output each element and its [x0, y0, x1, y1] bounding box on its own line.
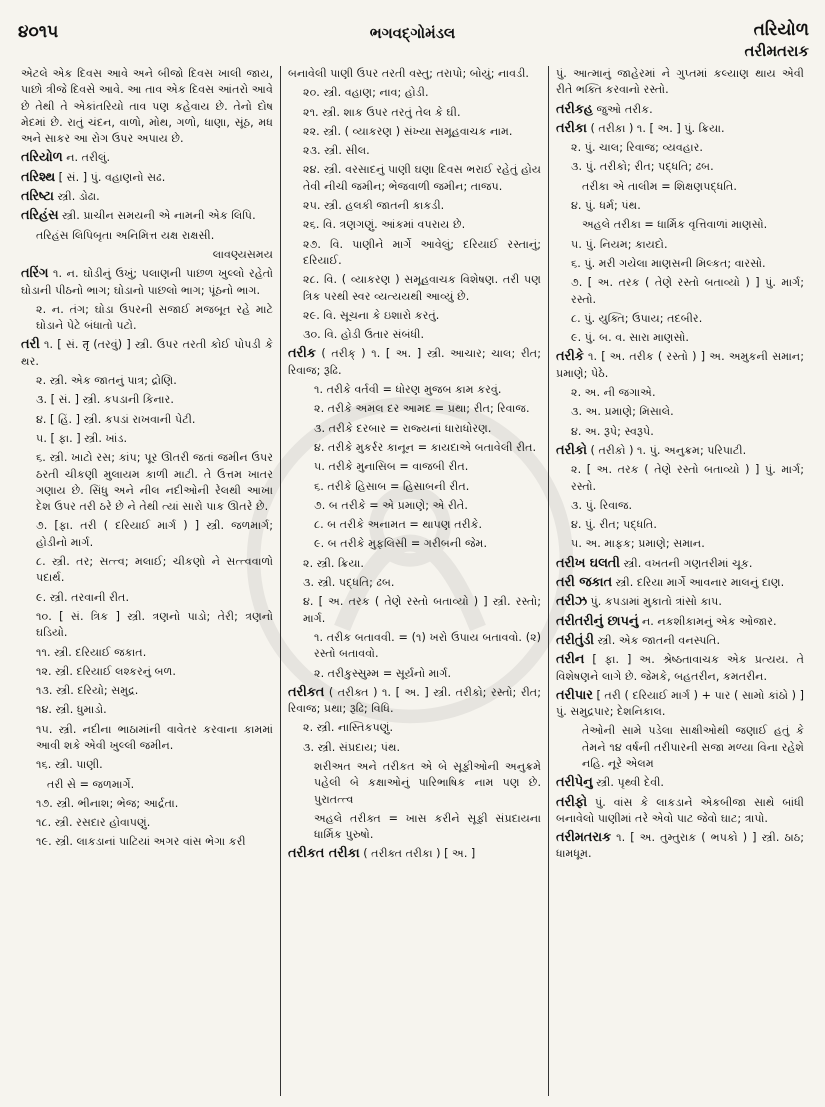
entry-text: પું. વાંસ કે લાકડાને એકબીજા સાથે બાંધી બનાવેલો પાણીમાં તરે એવો પાટ જેવો ઘાટ; ત્રાપો.	[556, 795, 804, 825]
entry-text: અહલે તરીક્ત = ખાસ કરીને સૂફી સંપ્રદાયના ધાર્મિક પુરુષો.	[314, 811, 541, 842]
entry-sense	[288, 594, 541, 627]
dictionary-entry	[556, 775, 804, 791]
entry-text: ન. નકશીકામનું એક ઓજાર.	[638, 614, 777, 628]
entry-sense	[556, 462, 804, 495]
entry-sense	[556, 198, 804, 214]
entry-text: ૨૫. સ્ત્રી. હલકી જાતની કાકડી.	[303, 199, 445, 213]
dictionary-entry	[556, 349, 804, 382]
entry-sense	[288, 421, 541, 437]
entry-text: ૬. તરીકે હિસાબ = હિસાબની રીત.	[314, 479, 470, 493]
entry-text: ૩૦. વિ. હોડી ઉતાર સંબંધી.	[303, 328, 425, 342]
headword: તરીકત તરીકા	[288, 846, 360, 862]
entry-sense	[21, 66, 273, 147]
entry-text: એટલે એક દિવસ આવે અને બીજો દિવસ ખાલી જાય, પાછો ત્રીજે દિવસે આવે. આ તાવ એક દિવસ આંતરો આવે છે તેથી તે એકાંતરિયો તાવ પણ કહેવાય છે. તેનો દોષ મેદમાં છે. રાતું ચંદન, વાળો, મોથ, ગળો, ધાણા, સૂંઠ, મધ અને સાકર આ રોગ ઉપર અપાય છે.	[21, 67, 273, 146]
dictionary-entry	[556, 652, 804, 685]
entry-text: ૧૯. સ્ત્રી. લાકડાનાં પાટિયાં અગર વાંસ ભેગા કરી	[36, 835, 246, 849]
entry-text: ૨. તરીકે અમલ દર આમદ = પ્રથા; રીત; રિવાજ.	[314, 402, 530, 416]
entry-text: ૭. [ અ. તરક ( તેણે રસ્તો બતાવ્યો ) ] પું. માર્ગ; રસ્તો.	[571, 276, 804, 306]
entry-sense	[288, 382, 541, 398]
entry-sense	[288, 162, 541, 195]
entry-text: ૨૧. સ્ત્રી. શાક ઉપર તરતું તેલ કે ઘી.	[303, 105, 461, 119]
entry-sense	[556, 330, 804, 346]
entry-sense	[288, 327, 541, 343]
entry-text: ૮. પું. યુક્તિ; ઉપાય; તદબીર.	[571, 311, 703, 325]
entry-text: ૨. સ્ત્રી. ક્રિયા.	[303, 556, 364, 570]
entry-text: ( તરીક્ત ) ૧. [ અ. ] સ્ત્રી. તરીકો; રસ્તો; રીત; રિવાજ; પ્રથા; રૂઢિ; વિધિ.	[288, 685, 541, 716]
entry-sense	[21, 645, 273, 661]
headword: તરી જકાત	[556, 575, 612, 591]
entry-sense	[21, 590, 273, 606]
entry-sense	[288, 198, 541, 214]
entry-text: ૨૬. વિ. ત્રણગણું. આંકમાં વપરાય છે.	[303, 218, 466, 232]
entry-text: સ્ત્રી. ડોઢા.	[53, 190, 100, 204]
entry-text: ૨. ન. તંગ; ઘોડા ઉપરની સજાઈ મજબૂત રહે માટે ઘોડાને પેટે બંધાતો પટો.	[36, 302, 273, 333]
entry-sense	[556, 256, 804, 272]
entry-sense	[556, 275, 804, 308]
entry-sense	[21, 518, 273, 551]
entry-text: ૩. તરીકે દરબાર = રાજ્યનાં ધારાધોરણ.	[314, 421, 492, 435]
dictionary-entry	[21, 208, 273, 224]
entry-text: ૪. પું. ધર્મ; પંથ.	[571, 199, 641, 213]
entry-sense	[288, 498, 541, 514]
page-title: ભગવદ્ગોમંડલ	[369, 24, 456, 42]
headword: તરીતુંડી	[556, 632, 594, 648]
entry-text: ૭. [ફા. તરી ( દરિયાઈ માર્ગ ) ] સ્ત્રી. જળમાર્ગ; હોડીનો માર્ગ.	[36, 519, 273, 549]
entry-text: ૧૦. [ સં. ત્રિક ] સ્ત્રી. ત્રણનો પાડો; તેરી; ત્રણનો ઘડિયો.	[36, 609, 273, 640]
entry-sense	[556, 498, 804, 514]
entry-sense	[288, 124, 541, 140]
dictionary-entry	[556, 830, 804, 863]
entry-text: ન. તરીલું.	[62, 151, 111, 165]
entry-sense	[21, 796, 273, 812]
entry-sense	[556, 66, 804, 99]
headword: તરિયોળ	[21, 150, 63, 166]
headword: તરીઝ	[556, 594, 587, 610]
entry-text: ( તરીક્ત તરીકા ) [ અ. ]	[359, 847, 476, 861]
entry-sense	[288, 811, 541, 844]
dictionary-entry	[21, 150, 273, 166]
entry-text: ૧. તરીકે વર્તવી = ધોરણ મુજબ કામ કરવું.	[314, 383, 502, 397]
entry-sense	[288, 459, 541, 475]
entry-sense	[556, 517, 804, 533]
entry-text: ૧. [ અ. તરીક ( રસ્તો ) ] અ. અમુકની સમાન; પ્રમાણે; પેઠે.	[556, 350, 804, 380]
dictionary-entry	[556, 443, 804, 459]
entry-sense	[21, 834, 273, 850]
entry-sense	[21, 815, 273, 831]
entry-text: ૧૫. સ્ત્રી. નદીના ભાઠામાંની વાવેતર કરવાના કામમાં આવી શકે એવી ખુલ્લી જમીન.	[36, 722, 273, 752]
entry-text: ૪. પું. રીત; પદ્ધતિ.	[571, 518, 657, 532]
entry-sense	[21, 757, 273, 773]
entry-text: ૫. પું. નિયમ; કાયદો.	[571, 237, 668, 251]
entry-sense	[288, 143, 541, 159]
dictionary-entry	[556, 102, 804, 118]
entry-text: [ સં. ] પું. વહાણનો સઢ.	[55, 170, 166, 184]
entry-sense	[556, 311, 804, 327]
entry-text: ૫. તરીકે મુનાસિબ = વાજબી રીત.	[314, 460, 469, 474]
entry-text: ( તરીક઼ો ) ૧. પું. અનુક્રમ; પરિપાટી.	[587, 443, 747, 457]
entry-sense	[288, 536, 541, 552]
dictionary-entry	[556, 795, 804, 828]
entry-text: ( તરીક્ ) ૧. [ અ. ] સ્ત્રી. આચાર; ચાલ; રીત; રિવાજ; રૂઢિ.	[288, 347, 541, 377]
dictionary-entry	[21, 337, 273, 370]
entry-text: ૬. સ્ત્રી. ખાટો રસ; કાંપ; પૂર ઊતરી જતાં જમીન ઉપર ઠરતી ચીકણી મુલાયમ કાળી માટી. તે ઉત્તમ ખાતર ગણાય છે. સિંધુ અને નીલ નદીઓની રેલથી આખા દેશ ઉપર તરી ઠરે છે ને તેથી ત્યાં સારો પાક ઊતરે છે.	[36, 451, 273, 514]
entry-text: ૯. બ તરીકે મુફલિસી = ગરીબની જેમ.	[314, 537, 488, 551]
entry-sense	[288, 105, 541, 121]
headword: તરિશ્થ	[21, 169, 56, 185]
headword: તરીપેનુ	[556, 775, 593, 791]
headword: તરીકે	[556, 349, 584, 365]
entry-text: ૪. તરીકે મુકર્રર કાનૂન = કાયદાએ બતાવેલી રીત.	[314, 440, 537, 454]
entry-text: ૨૪. સ્ત્રી. વરસાદનું પાણી ઘણા દિવસ ભરાઈ રહેતું હોય તેવી નીચી જમીન; ભેજવાળી જમીન; તાજપ.	[303, 163, 541, 193]
entry-sense	[556, 404, 804, 420]
headword: તરીતરીનું છાપનું	[556, 613, 639, 629]
entry-text: ૨. સ્ત્રી. એક જાતનું પાત્ર; દ્રોણિ.	[36, 374, 177, 388]
column-3	[548, 66, 811, 1096]
dictionary-entry	[556, 594, 804, 610]
dictionary-entry	[288, 685, 541, 718]
entry-text: ૪. [ હિં. ] સ્ત્રી. કપડાં રાખવાની પેટી.	[36, 412, 196, 426]
entry-text: ૧૪. સ્ત્રી. ધુમાડો.	[36, 703, 107, 717]
entry-text: ૨. [ અ. તરક ( તેણે રસ્તો બતાવ્યો ) ] પું. માર્ગ; રસ્તો.	[571, 463, 804, 493]
entry-sense	[288, 479, 541, 495]
entry-sense	[288, 272, 541, 305]
headword: તરીકા	[556, 120, 587, 136]
entry-sense	[21, 609, 273, 642]
entry-sense	[288, 66, 541, 82]
entry-text: ૧. [ અ. તુમ્તુરાક઼ ( ભપકો ) ] સ્ત્રી. ઠાઠ; ધામધૂમ.	[556, 831, 804, 861]
entry-sense	[288, 720, 541, 736]
entry-text: સ્ત્રી. દરિયા માર્ગે આવનાર માલનું દાણ.	[611, 576, 785, 590]
dictionary-entry	[21, 266, 273, 299]
entry-sense	[556, 536, 804, 552]
entry-text: પું. કપડામાં મુકાતો ત્રાંસો કાપ.	[586, 595, 722, 609]
dictionary-entry	[21, 170, 273, 186]
entry-text: ૧. [ સં. तृ (તરવું) ] સ્ત્રી. ઉપર તરતી કોઈ પોપડી કે થર.	[21, 338, 273, 368]
headword: તરીમતરાક	[556, 830, 612, 846]
entry-sense	[21, 664, 273, 680]
entry-sense	[288, 556, 541, 572]
entry-sense	[21, 777, 273, 793]
entry-text: તરી સે = જળમાર્ગે.	[47, 777, 135, 791]
entry-text: ૨. પું. ચાલ; રિવાજ; વ્યવહાર.	[571, 141, 703, 155]
entry-text: તરીકા એ તાલીમ = શિક્ષણપદ્ધતિ.	[582, 179, 737, 193]
entry-sense	[21, 302, 273, 335]
entry-text: તરિહંસ લિપિબૃતા અનિમિત્ત યક્ષ રાક્ષસી.	[36, 228, 215, 242]
entry-text: ૧૧. સ્ત્રી. દરિયાઈ જકાત.	[36, 645, 147, 659]
entry-text: [ તરી ( દરિયાઈ માર્ગ ) + પાર ( સામો કાંઠો ) ] પું. સમુદ્રપાર; દેશનિકાલ.	[556, 688, 804, 719]
headword: તરિંગ	[21, 266, 49, 282]
entry-sense	[556, 159, 804, 175]
column-1	[14, 66, 280, 1096]
entry-text: ૪. અ. રૂપે; સ્વરૂપે.	[571, 424, 654, 438]
headword: તરીક	[288, 346, 316, 362]
entry-sense	[21, 722, 273, 755]
column-2	[280, 66, 548, 1096]
entry-sense	[21, 450, 273, 515]
entry-text: ૮. બ તરીકે અનામત = થાપણ તરીકે.	[314, 518, 483, 532]
dictionary-entry	[556, 633, 804, 649]
entry-sense	[288, 401, 541, 417]
entry-sense	[288, 666, 541, 682]
headword: તરિહંસ	[21, 208, 59, 224]
entry-text: ૫. અ. માફક; પ્રમાણે; સમાન.	[571, 537, 705, 551]
entry-text: ૧૬. સ્ત્રી. પાણી.	[36, 758, 103, 772]
entry-text: ૨૨. સ્ત્રી. ( વ્યાકરણ ) સંખ્યા સમૂહવાચક નામ.	[303, 124, 513, 138]
entry-text: ૨૮. વિ. ( વ્યાકરણ ) સમૂહવાચક વિશેષણ. તરી પણ ત્રિક પરથી સ્વર વ્યત્યયથી આવ્યું છે.	[303, 273, 541, 303]
entry-sense	[288, 575, 541, 591]
dictionary-entry	[288, 346, 541, 379]
entry-text: સ્ત્રી. પૃથ્વી દેવી.	[592, 776, 664, 790]
entry-text: શરીઅત અને તરીકત એ બે સૂફીઓની અનુક્રમે પહેલી બે કક્ષાઓનું પારિભાષિક નામ પણ છે. પુરાતત્ત્વ	[314, 759, 541, 806]
entry-text: ૩. પું. તરીકો; રીત; પદ્ધતિ; ઢબ.	[571, 160, 714, 174]
dictionary-entry	[21, 189, 273, 205]
entry-text: જુઓ તરીક.	[592, 102, 653, 116]
entry-sense	[21, 554, 273, 587]
headword: તરીકત	[288, 684, 325, 700]
entry-text: ૩. અ. પ્રમાણે; મિસાલે.	[571, 405, 674, 419]
entry-sense	[556, 217, 804, 233]
entry-text: ૩. સ્ત્રી. પદ્ધતિ; ઢબ.	[303, 576, 395, 590]
entry-sense	[21, 373, 273, 389]
dictionary-entry	[556, 556, 804, 572]
entry-sense	[288, 630, 541, 663]
guide-word-last: તરીમતરાક	[744, 42, 809, 60]
entry-sense	[288, 517, 541, 533]
page-header	[0, 0, 825, 64]
entry-text: ૮. સ્ત્રી. તર; સત્ત્વ; મલાઈ; ચીકણો ને સત્ત્વવાળો પદાર્થ.	[36, 555, 273, 585]
dictionary-entry	[556, 575, 804, 591]
guide-word-first: તરિયોળ	[753, 20, 809, 40]
entry-text: ૭. બ તરીકે = એ પ્રમાણે; એ રીતે.	[314, 498, 468, 512]
entry-sense	[21, 412, 273, 428]
entry-sense	[21, 392, 273, 408]
entry-text: ૨૩. સ્ત્રી. સીલ.	[303, 144, 370, 158]
headword: તરીપાર	[556, 687, 593, 703]
entry-text: ૬. પું. મરી ગયેલા માણસની મિલ્કત; વારસો.	[571, 256, 766, 270]
entry-sense	[556, 385, 804, 401]
entry-sense	[21, 683, 273, 699]
entry-text: ૧૮. સ્ત્રી. રસદાર હોવાપણું.	[36, 816, 151, 830]
headword: તરી	[21, 337, 40, 353]
entry-sense	[288, 85, 541, 101]
entry-text: સ્ત્રી. પ્રાચીન સમયની એ નામની એક લિપિ.	[58, 209, 256, 223]
entry-columns	[14, 66, 811, 1096]
entry-text: સ્ત્રી. વખતની ગણતરીમાં ચૂક.	[619, 556, 753, 570]
entry-text: [ ફા. ] અ. શ્રેષ્ઠતાવાચક એક પ્રત્યય. તે વિશેષણને લાગે છે. જેમકે, બહતરીન, કમતરીન.	[556, 653, 804, 683]
dictionary-entry	[556, 688, 804, 721]
entry-sense	[21, 702, 273, 718]
entry-text: ૩. પું. રિવાજ.	[571, 498, 633, 512]
entry-text: ૧. તરીક બતાવવી. = (૧) ખરો ઉપાય બતાવવો. (૨) રસ્તો બતાવવો.	[314, 630, 541, 661]
entry-sense	[556, 237, 804, 253]
entry-text: ( તરીક઼ા ) ૧. [ અ. ] પું. ક્રિયા.	[586, 121, 725, 135]
page-number: ૪૦૧૫	[18, 22, 59, 42]
entry-text: સ્ત્રી. એક જાતની વનસ્પતિ.	[593, 633, 721, 647]
entry-sense	[21, 228, 273, 244]
entry-sense	[21, 247, 273, 263]
entry-sense	[288, 308, 541, 324]
headword: તરીફો	[556, 794, 588, 810]
entry-sense	[288, 217, 541, 233]
entry-text: ૨૯. વિ. સૂચના કે ઇશારો કરતું.	[303, 308, 440, 322]
headword: તરીખ ઘલતી	[556, 555, 620, 571]
dictionary-entry	[288, 846, 541, 862]
entry-text: પું. આત્માનું જાહેરમાં ને ગુપ્તમાં કલ્યાણ થાય એવી રીતે ભક્તિ કરવાનો રસ્તો.	[556, 67, 804, 97]
entry-text: તેઓની સામે પડેલા સાક્ષીઓથી જણાઈ હતું કે તેમને ૧૪ વર્ષની તરીપારની સજા મળ્યા વિના રહેશે નહિ. નૂરે એલમ	[582, 724, 804, 770]
entry-text: ૧. ન. ઘોડીનું ઉખું; પલાણની પાછળ ખુલ્લો રહેતો ઘોડાની પીઠનો ભાગ; ઘોડાનો પાછલો ભાગ; પૂંઠનો ભાગ.	[21, 267, 273, 297]
dictionary-entry	[556, 614, 804, 630]
entry-text: ૨૭. વિ. પાણીને માર્ગે આવેલું; દરિયાઈ રસ્તાનું; દરિયાઈ.	[303, 237, 541, 267]
entry-text: ૫. [ ફા. ] સ્ત્રી. ખાંડ.	[36, 431, 128, 445]
entry-text: ૪. [ અ. તરક ( તેણે રસ્તો બતાવ્યો ) ] સ્ત્રી. રસ્તો; માર્ગ.	[303, 595, 541, 625]
entry-text: ૧૨. સ્ત્રી. દરિયાઈ લશ્કરનું બળ.	[36, 664, 176, 678]
entry-text: ૩. સ્ત્રી. સંપ્રદાય; પંથ.	[303, 740, 401, 754]
headword: તરીન	[556, 652, 585, 668]
headword: તરીકો	[556, 442, 587, 458]
entry-text: ૧૭. સ્ત્રી. ભીનાશ; ભેજ; આર્દ્રતા.	[36, 796, 179, 810]
entry-text: બનાવેલી પાણી ઉપર તરતી વસ્તુ; તરાપો; બોયું; નાવડી.	[288, 67, 529, 80]
entry-text: ૨. સ્ત્રી. નાસ્તિકપણું.	[303, 721, 394, 735]
entry-sense	[288, 237, 541, 270]
entry-text: ૨. તરીકુસ્સુમ્મ = સૂર્યનો માર્ગ.	[314, 666, 452, 680]
entry-sense	[556, 179, 804, 195]
entry-sense	[556, 723, 804, 772]
entry-sense	[288, 759, 541, 808]
entry-text: ૨. અ. ની જગાએ.	[571, 386, 656, 400]
entry-text: ૯. પું. બ. વ. સારા માણસો.	[571, 331, 689, 345]
entry-sense	[288, 740, 541, 756]
entry-text: ૧૩. સ્ત્રી. દરિયો; સમુદ્ર.	[36, 684, 139, 698]
headword: તરીકહ	[556, 101, 593, 117]
entry-sense	[556, 424, 804, 440]
entry-text: ૯. સ્ત્રી. તરવાની રીત.	[36, 590, 130, 604]
entry-text: ૩. [ સં. ] સ્ત્રી. કપડાની કિનાર.	[36, 393, 174, 407]
entry-text: ૨૦. સ્ત્રી. વહાણ; નાવ; હોડી.	[303, 86, 429, 100]
entry-sense	[556, 140, 804, 156]
entry-sense	[21, 431, 273, 447]
entry-sense	[288, 440, 541, 456]
entry-text: લાવણ્યસમય	[212, 247, 273, 261]
headword: તરિષ્ટા	[21, 189, 54, 205]
entry-text: અહલે તરીકા = ધાર્મિક વૃત્તિવાળાં માણસો.	[582, 218, 768, 232]
dictionary-entry	[556, 121, 804, 137]
